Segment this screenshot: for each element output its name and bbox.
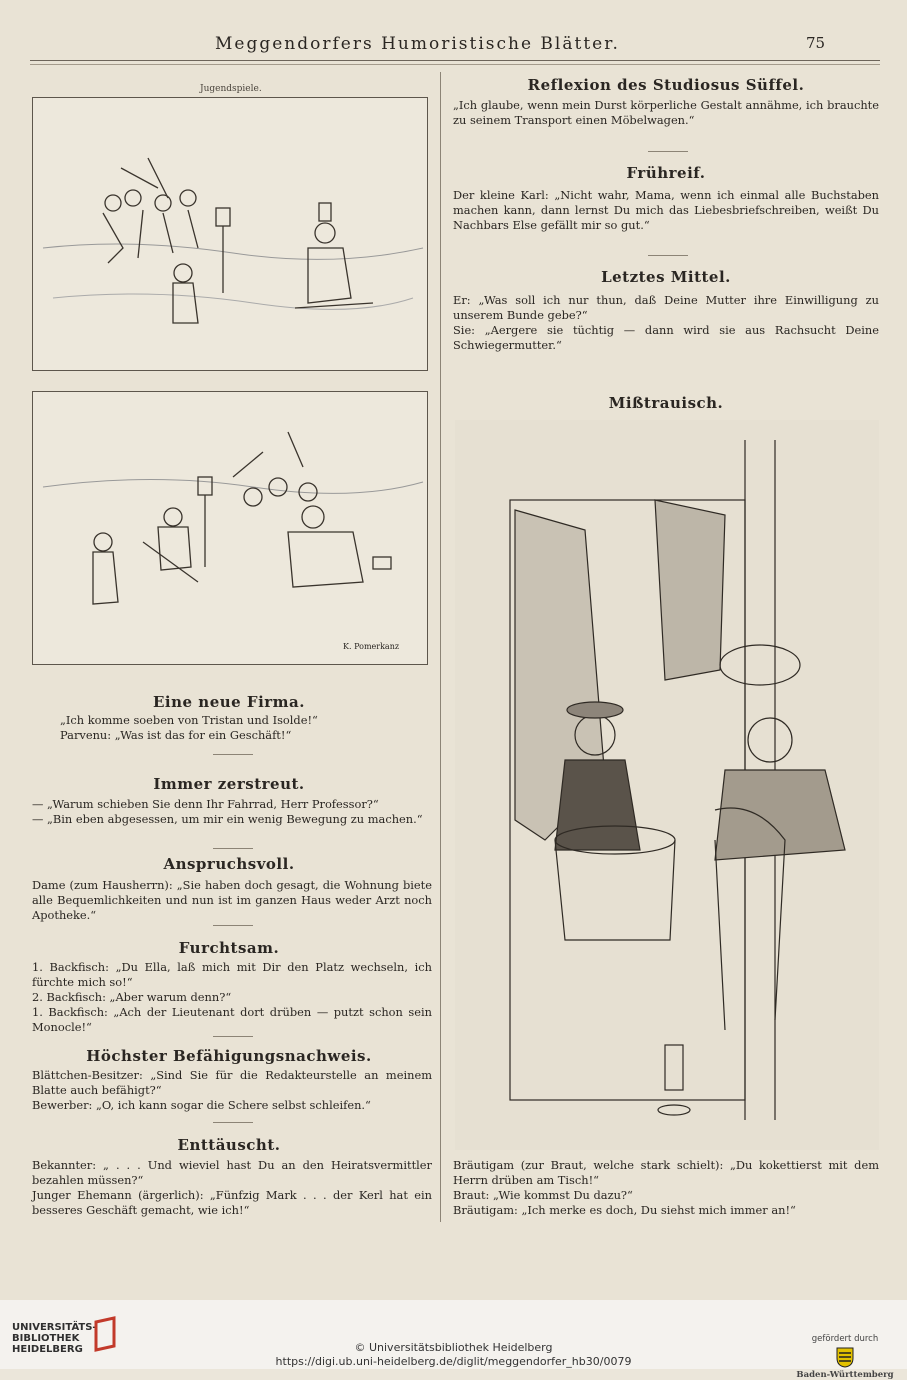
sponsor-name: Baden-Württemberg — [796, 1370, 894, 1380]
illustration-signature: K. Pomerkanz — [343, 642, 400, 651]
section-body-fruehreif: Der kleine Karl: „Nicht wahr, Mama, wenn ich einmal alle Buchstaben machen kann, dann lernst Du mich das Liebesbriefschreiben, weißt Du Nachbars Else gefällt mir so gut.“ — [453, 188, 879, 232]
section-title-reflexion: Reflexion des Studiosus Süffel. — [527, 76, 805, 94]
sponsor-label: gefördert durch — [811, 1334, 879, 1344]
header-rule-thin — [30, 64, 880, 65]
section-title-fruehreif: Frühreif. — [626, 164, 706, 182]
library-name: UNIVERSITÄTS- BIBLIOTHEK HEIDELBERG — [12, 1322, 97, 1355]
illustration-cafe-drawing — [455, 420, 879, 1150]
illustration-top-drawing — [33, 98, 427, 370]
section-body-furchtsam: 1. Backfisch: „Du Ella, laß mich mit Dir den Platz wechseln, ich fürchte mich so!“ 2. Backfisch: „Aber warum denn?“ 1. Backfisch: „Ach der Lieutenant dort drüben — putzt schon sein Monocle!“ — [32, 960, 432, 1034]
separator — [213, 925, 253, 926]
illustration-top — [32, 97, 428, 371]
running-header: Meggendorfers Humoristische Blätter. — [215, 34, 620, 54]
separator — [213, 848, 253, 849]
section-title-firma: Eine neue Firma. — [153, 693, 305, 711]
illustration-cafe — [455, 420, 879, 1150]
section-body-zerstreut: — „Warum schieben Sie denn Ihr Fahrrad, Herr Professor?“ — „Bin eben abgesessen, um mir ein wenig Bewegung zu machen.“ — [32, 797, 423, 826]
section-body-anspruchsvoll: Dame (zum Hausherrn): „Sie haben doch gesagt, die Wohnung biete alle Bequemlichkeiten und nun ist im ganzen Haus weder Arzt noch Apotheke.“ — [32, 878, 432, 922]
permalink[interactable]: https://digi.ub.uni-heidelberg.de/diglit/meggendorfer_hb30/0079 — [275, 1355, 632, 1368]
section-title-befaehigung: Höchster Befähigungsnachweis. — [86, 1047, 372, 1065]
separator — [648, 255, 688, 256]
section-title-enttaeuscht: Enttäuscht. — [177, 1136, 281, 1154]
illustration-bottom-drawing — [33, 392, 427, 664]
section-title-furchtsam: Furchtsam. — [178, 939, 280, 957]
copyright: © Universitätsbibliothek Heidelberg — [354, 1341, 553, 1354]
column-rule — [440, 72, 441, 1222]
section-body-mittel: Er: „Was soll ich nur thun, daß Deine Mutter ihre Einwilligung zu unserem Bunde gebe?“ Sie: „Aergere sie tüchtig — dann wird sie aus Rachsucht Deine Schwiegermutter.“ — [453, 293, 879, 352]
section-title-zerstreut: Immer zerstreut. — [153, 775, 305, 793]
separator — [648, 151, 688, 152]
section-title-anspruchsvoll: Anspruchsvoll. — [163, 855, 295, 873]
section-title-misstrauisch: Mißtrauisch. — [608, 394, 724, 412]
section-body-befaehigung: Blättchen-Besitzer: „Sind Sie für die Redakteurstelle an meinem Blatte auch befähigt?“ Bewerber: „O, ich kann sogar die Schere selbst schleifen.“ — [32, 1068, 432, 1112]
separator — [213, 1036, 253, 1037]
section-body-enttaeuscht: Bekannter: „ . . . Und wieviel hast Du an den Heiratsvermittler bezahlen müssen?“ Junger Ehemann (ärgerlich): „Fünfzig Mark . . . der Kerl hat ein besseres Geschäft gemacht, wie ich!“ — [32, 1158, 432, 1217]
section-body-reflexion: „Ich glaube, wenn mein Durst körperliche Gestalt annähme, ich brauchte zu seinem Transport einen Möbelwagen.“ — [453, 98, 879, 127]
section-body-misstrauisch: Bräutigam (zur Braut, welche stark schielt): „Du kokettierst mit dem Herrn drüben am Tisch!“ Braut: „Wie kommst Du dazu?“ Bräutigam: „Ich merke es doch, Du siehst mich immer an!“ — [453, 1158, 879, 1217]
page-number: 75 — [806, 34, 826, 52]
header-rule — [30, 60, 880, 61]
image-caption: Jugendspiele. — [200, 84, 262, 94]
separator — [213, 754, 253, 755]
separator — [213, 1122, 253, 1123]
section-body-firma: „Ich komme soeben von Tristan und Isolde!“ Parvenu: „Was ist das for ein Geschäft!“ — [60, 713, 318, 742]
section-title-mittel: Letztes Mittel. — [601, 268, 731, 286]
illustration-bottom — [32, 391, 428, 665]
